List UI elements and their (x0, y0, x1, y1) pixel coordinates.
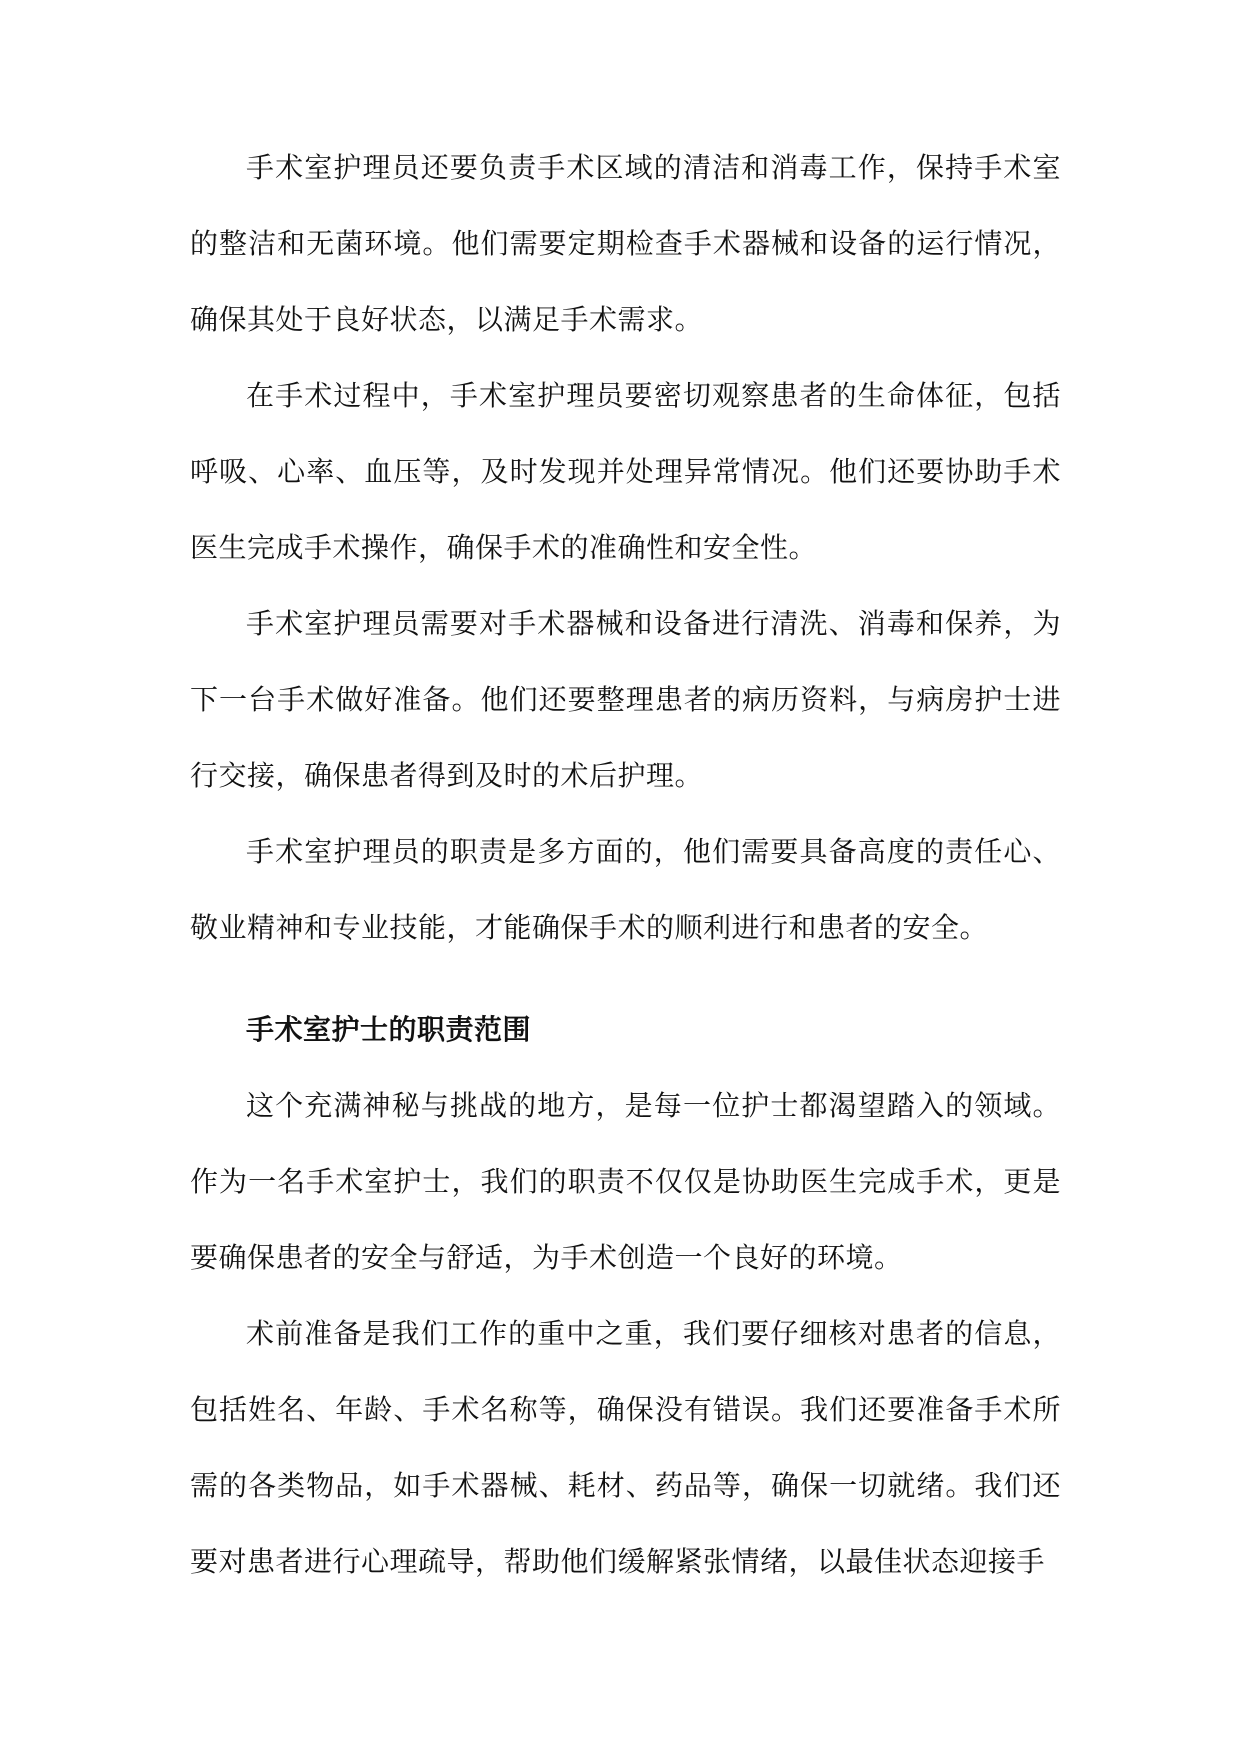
paragraph-instrument-maintenance: 手术室护理员需要对手术器械和设备进行清洗、消毒和保养，为下一台手术做好准备。他们还要整理患者的病历资料，与病房护士进行交接，确保患者得到及时的术后护理。 (190, 607, 1061, 792)
paragraph-intraoperative-monitoring: 在手术过程中，手术室护理员要密切观察患者的生命体征，包括呼吸、心率、血压等，及时发现并处理异常情况。他们还要协助手术医生完成手术操作，确保手术的准确性和安全性。 (190, 379, 1061, 564)
paragraph-responsibility-summary: 手术室护理员的职责是多方面的，他们需要具备高度的责任心、敬业精神和专业技能，才能确保手术的顺利进行和患者的安全。 (190, 835, 1061, 944)
paragraph-cleaning-disinfection: 手术室护理员还要负责手术区域的清洁和消毒工作，保持手术室的整洁和无菌环境。他们需要定期检查手术器械和设备的运行情况，确保其处于良好状态，以满足手术需求。 (190, 151, 1061, 336)
paragraph-preoperative-preparation: 术前准备是我们工作的重中之重，我们要仔细核对患者的信息，包括姓名、年龄、手术名称等，确保没有错误。我们还要准备手术所需的各类物品，如手术器械、耗材、药品等，确保一切就绪。我们还要对患者进行心理疏导，帮助他们缓解紧张情绪，以最佳状态迎接手 (190, 1317, 1061, 1578)
paragraph-or-introduction: 这个充满神秘与挑战的地方，是每一位护士都渴望踏入的领域。作为一名手术室护士，我们的职责不仅仅是协助医生完成手术，更是要确保患者的安全与舒适，为手术创造一个良好的环境。 (190, 1089, 1061, 1274)
section-heading-nurse-duties: 手术室护士的职责范围 (246, 1013, 532, 1046)
